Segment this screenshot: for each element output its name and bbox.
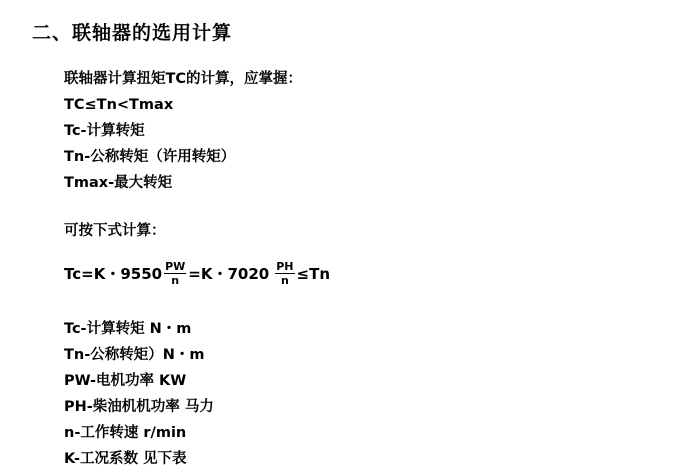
condition-line-4: Tmax-最大转矩 xyxy=(64,175,173,191)
legend-line-2: Tn-公称转矩）N・m xyxy=(64,347,205,363)
condition-line-3: Tn-公称转矩（许用转矩） xyxy=(64,149,236,165)
legend-line-3: PW-电机功率 KW xyxy=(64,373,187,389)
legend-line-5: n-工作转速 r/min xyxy=(64,425,187,441)
spacer-1 xyxy=(64,196,624,218)
torque-formula xyxy=(64,260,624,288)
spacer-3 xyxy=(64,288,624,316)
condition-line-2: Tc-计算转矩 xyxy=(64,123,145,139)
formula-lhs: Tc=K・9550 xyxy=(64,265,163,283)
intro-text: 联轴器计算扭矩TC的计算，应掌握： xyxy=(64,71,303,87)
legend-line-1: Tc-计算转矩 N・m xyxy=(64,321,192,337)
formula-heading: 可按下式计算： xyxy=(64,223,166,239)
fraction-pw-over-n xyxy=(164,261,186,286)
page-title: 二、联轴器的选用计算 xyxy=(32,22,233,44)
condition-line-1: TC≤Tn<Tmax xyxy=(64,97,174,113)
legend-line-4: PH-柴油机机功率 马力 xyxy=(64,399,214,415)
legend-line-6: K-工况系数 见下表 xyxy=(64,451,187,467)
fraction-denominator-n-2: n xyxy=(280,273,289,287)
fraction-ph-over-n xyxy=(275,261,294,286)
formula-rhs: ≤Tn xyxy=(296,265,330,283)
spacer-2 xyxy=(64,244,624,260)
fraction-denominator-n-1: n xyxy=(171,273,180,287)
formula-mid: =K・7020 xyxy=(188,265,270,283)
fraction-numerator-ph: PH xyxy=(276,259,294,273)
slide-body xyxy=(64,66,624,472)
fraction-numerator-pw: PW xyxy=(165,259,186,273)
